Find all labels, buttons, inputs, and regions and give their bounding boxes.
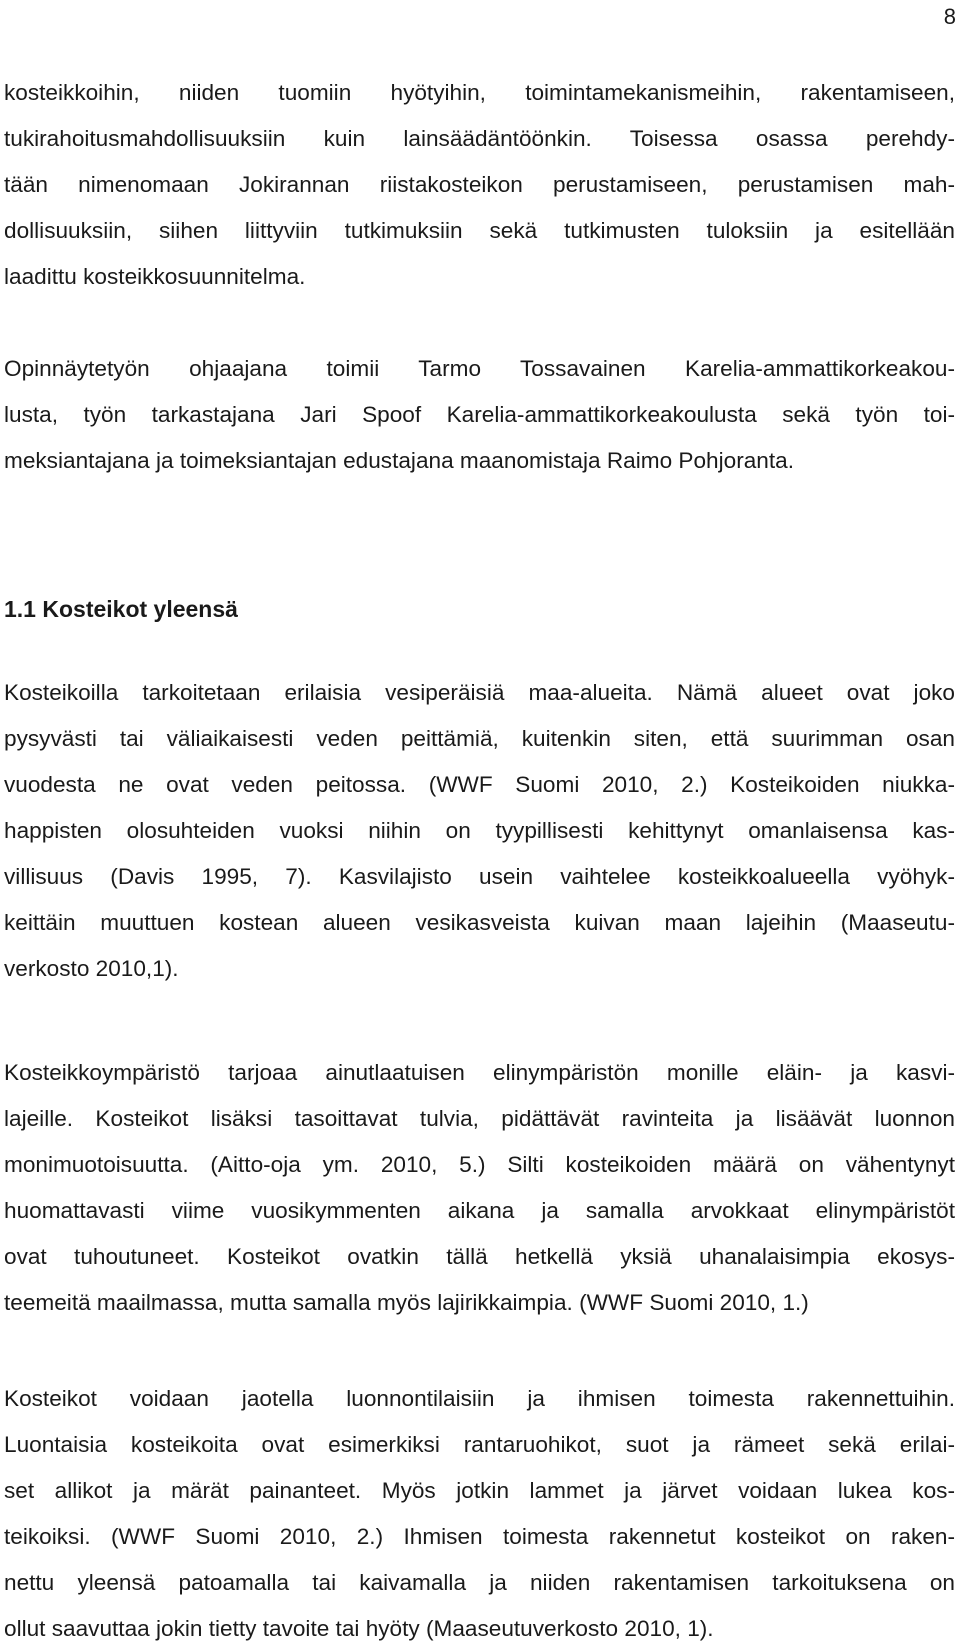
text-line: monimuotoisuutta. (Aitto-oja ym. 2010, 5.) Silti kosteikoiden määrä on vähentynyt [4, 1152, 955, 1177]
text-line: ollut saavuttaa jokin tietty tavoite tai hyöty (Maaseutuverkosto 2010, 1). [4, 1616, 714, 1641]
text-line: lusta, työn tarkastajana Jari Spoof Karelia-ammattikorkeakoulusta sekä työn toi- [4, 402, 955, 427]
text-line: Kosteikkoympäristö tarjoaa ainutlaatuisen elinympäristön monille eläin- ja kasvi- [4, 1060, 955, 1085]
text-line: vuodesta ne ovat veden peitossa. (WWF Suomi 2010, 2.) Kosteikoiden niukka- [4, 772, 955, 797]
text-line: tukirahoitusmahdollisuuksiin kuin lainsäädäntöönkin. Toisessa osassa perehdy- [4, 126, 955, 151]
page-number: 8 [943, 4, 956, 29]
paragraph-intro-continued [4, 70, 955, 300]
text-line: teemeitä maailmassa, mutta samalla myös lajirikkaimpia. (WWF Suomi 2010, 1.) [4, 1290, 809, 1315]
text-line: lajeille. Kosteikot lisäksi tasoittavat tulvia, pidättävät ravinteita ja lisäävät luonnon [4, 1106, 955, 1131]
text-line: kosteikkoihin, niiden tuomiin hyötyihin, toimintamekanismeihin, rakentamiseen, [4, 80, 955, 105]
text-line: Opinnäytetyön ohjaajana toimii Tarmo Tossavainen Karelia-ammattikorkeakou- [4, 356, 955, 381]
text-line: laadittu kosteikkosuunnitelma. [4, 264, 306, 289]
text-line: teikoiksi. (WWF Suomi 2010, 2.) Ihmisen toimesta rakennetut kosteikot on raken- [4, 1524, 955, 1549]
text-line: pysyvästi tai väliaikaisesti veden peittämiä, kuitenkin siten, että suurimman osan [4, 726, 955, 751]
text-line: Luontaisia kosteikoita ovat esimerkiksi rantaruohikot, suot ja rämeet sekä erilai- [4, 1432, 955, 1457]
text-line: set allikot ja märät painanteet. Myös jotkin lammet ja järvet voidaan lukea kos- [4, 1478, 955, 1503]
text-line: tään nimenomaan Jokirannan riistakosteikon perustamiseen, perustamisen mah- [4, 172, 955, 197]
section-heading: 1.1 Kosteikot yleensä [4, 596, 238, 622]
text-line: nettu yleensä patoamalla tai kaivamalla ja niiden rakentamisen tarkoituksena on [4, 1570, 955, 1595]
paragraph-supervisors [4, 346, 955, 484]
paragraph-definition [4, 670, 955, 992]
text-line: Kosteikoilla tarkoitetaan erilaisia vesiperäisiä maa-alueita. Nämä alueet ovat joko [4, 680, 955, 705]
text-line: dollisuuksiin, siihen liittyviin tutkimuksiin sekä tutkimusten tuloksiin ja esitellään [4, 218, 955, 243]
paragraph-types [4, 1376, 955, 1652]
text-line: Kosteikot voidaan jaotella luonnontilaisiin ja ihmisen toimesta rakennettuihin. [4, 1386, 955, 1411]
text-line: villisuus (Davis 1995, 7). Kasvilajisto usein vaihtelee kosteikkoalueella vyöhyk- [4, 864, 955, 889]
text-line: verkosto 2010,1). [4, 956, 179, 981]
text-line: keittäin muuttuen kostean alueen vesikasveista kuivan maan lajeihin (Maaseutu- [4, 910, 955, 935]
paragraph-environment [4, 1050, 955, 1326]
text-line: meksiantajana ja toimeksiantajan edustajana maanomistaja Raimo Pohjoranta. [4, 448, 794, 473]
text-line: happisten olosuhteiden vuoksi niihin on tyypillisesti kehittynyt omanlaisensa kas- [4, 818, 955, 843]
text-line: ovat tuhoutuneet. Kosteikot ovatkin tällä hetkellä yksiä uhanalaisimpia ekosys- [4, 1244, 955, 1269]
text-line: huomattavasti viime vuosikymmenten aikana ja samalla arvokkaat elinympäristöt [4, 1198, 955, 1223]
